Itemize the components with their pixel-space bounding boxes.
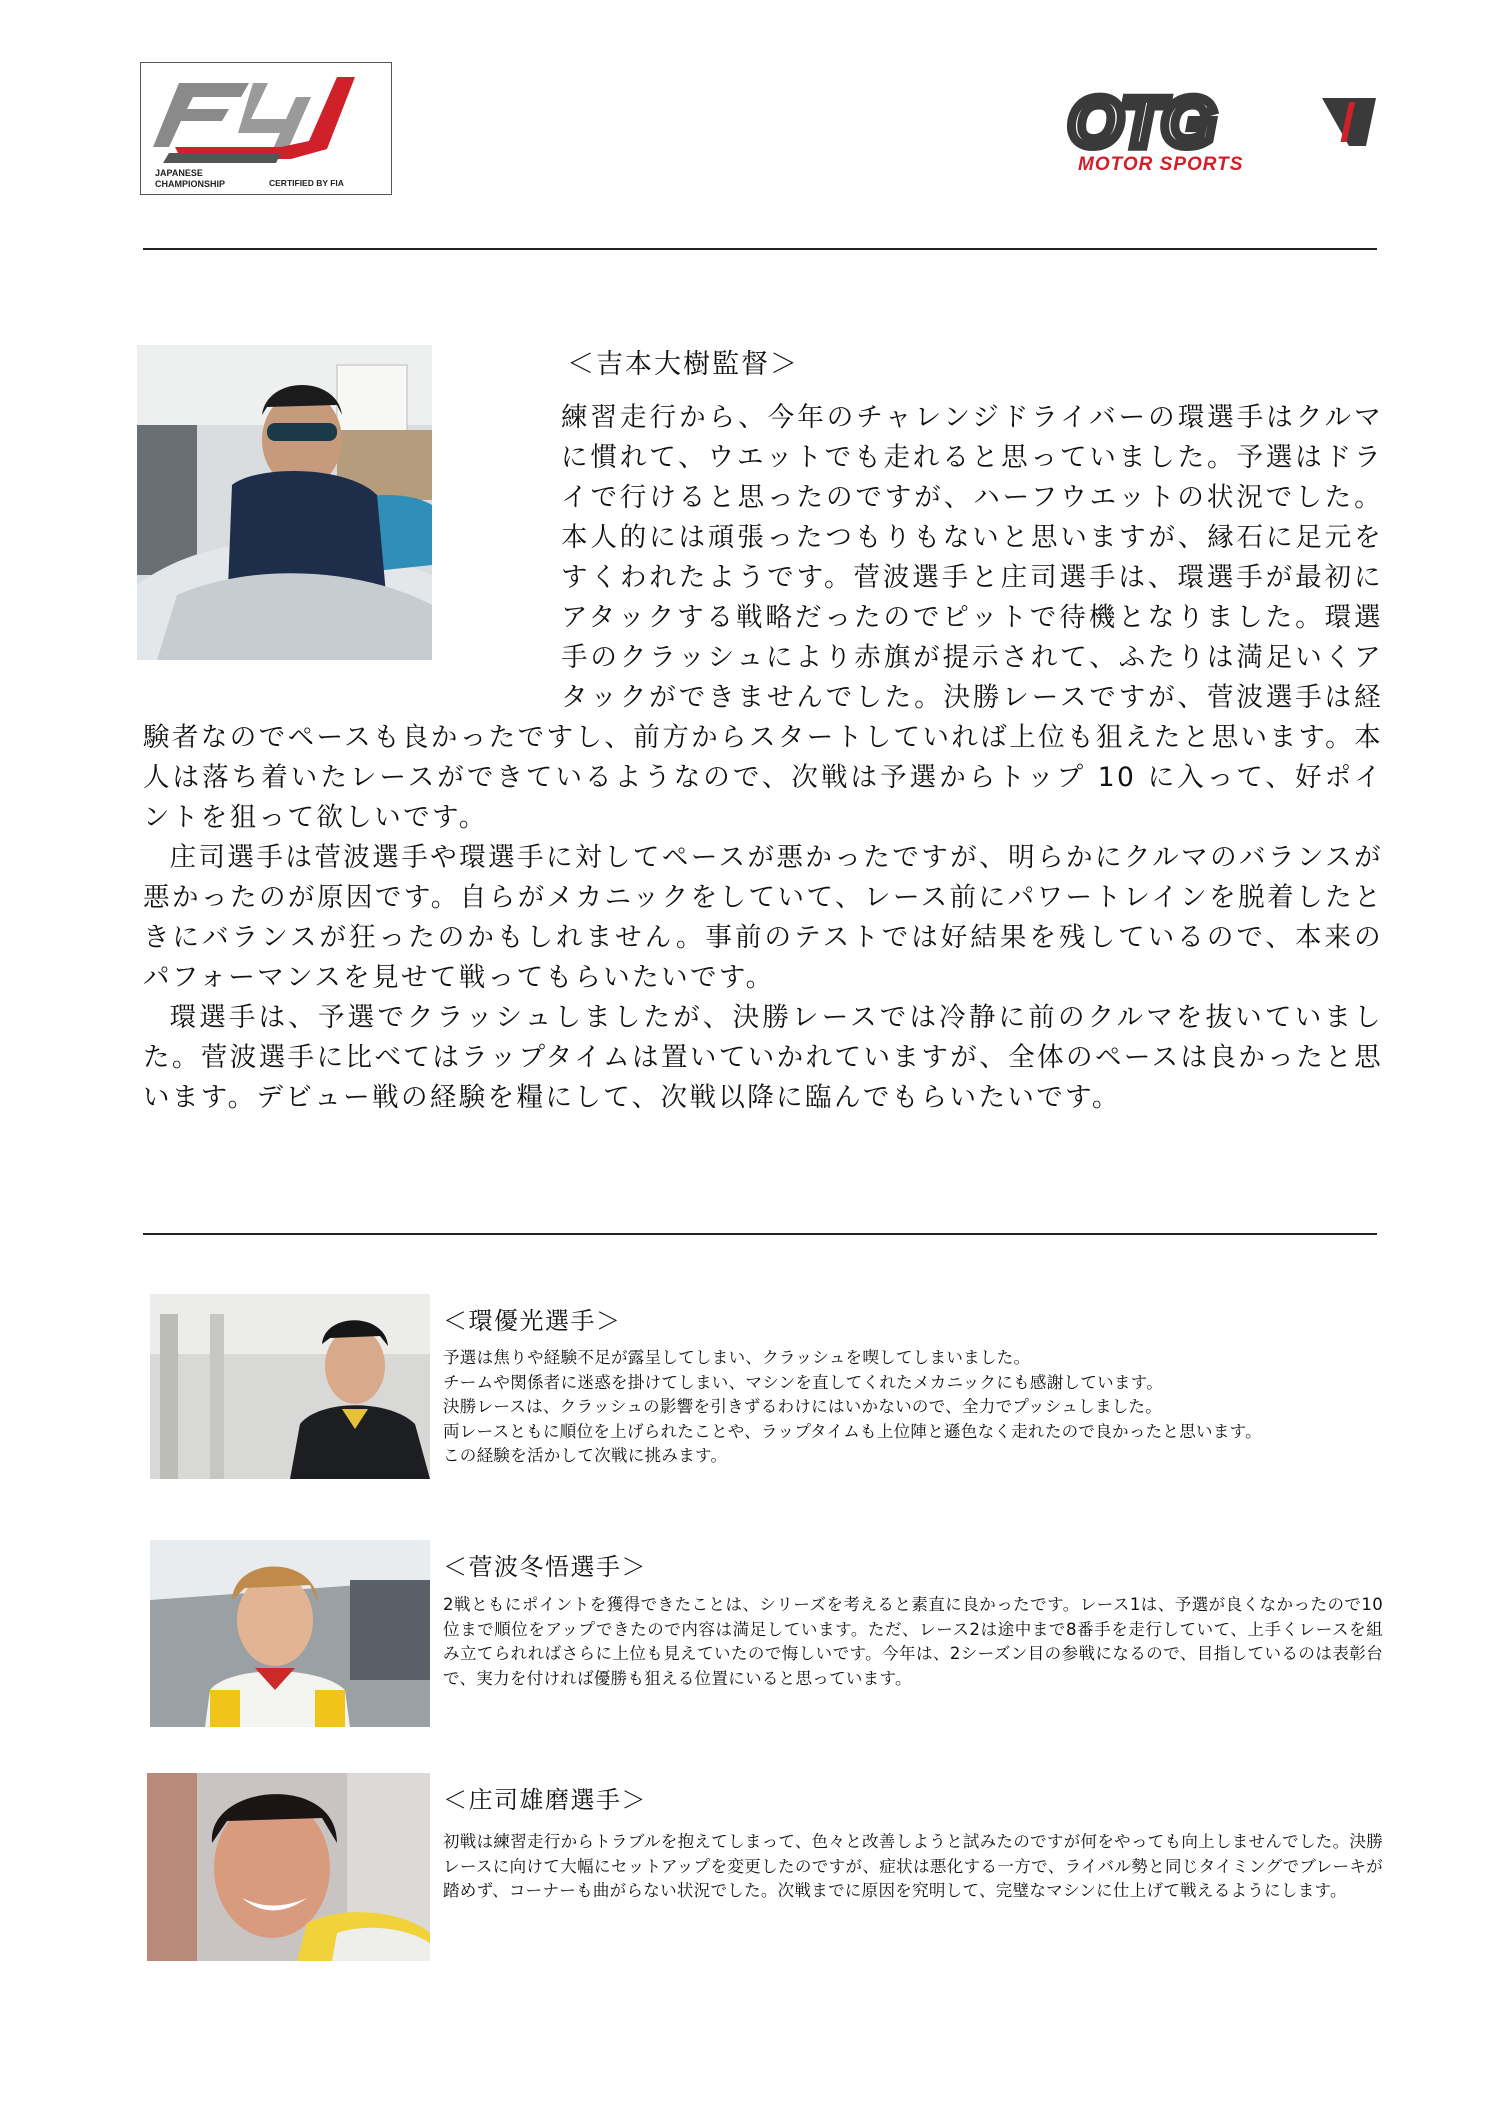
director-comment-paragraph: 練習走行から、今年のチャレンジドライバーの環選手はクルマに慣れて、ウエットでも走れると思っていました。予選はドライで行けると思ったのですが、ハーフウエットの状況でした。本人的には頑張ったつもりもないと思いますが、縁石に足元をすくわれたようです。菅波選手と庄司選手は、環選手が最初にアタックする戦略だったのでピットで待機となりました。環選手のクラッシュにより赤旗が提示されて、ふたりは満足いくアタックができませんでした。決勝レースですが、菅波選手は経験者なのでペースも良かったですし、前方からスタートしていれば上位も狙えたと思います。本人は落ち着いたレースができているようなので、次戦は予選からトップ 10 に入って、好ポイントを狙って欲しいです。 — [143, 402, 1383, 833]
driver-comment-line: 予選は焦りや経験不足が露呈してしまい、クラッシュを喫してしまいました。 — [443, 1348, 1031, 1367]
driver-comment-tamaki — [443, 1346, 1262, 1469]
logo-text-championship: CHAMPIONSHIP — [155, 179, 226, 189]
driver-photo-suganami — [150, 1540, 430, 1727]
otg-motorsports-logo — [1064, 88, 1380, 178]
driver-photo-tamaki — [150, 1294, 430, 1479]
logo-text-motorsports: MOTOR SPORTS — [1078, 154, 1244, 175]
logo-text-japanese: JAPANESE — [155, 168, 203, 178]
driver-name-suganami: ＜菅波冬悟選手＞ — [443, 1553, 647, 1581]
driver-name-tamaki: ＜環優光選手＞ — [443, 1307, 622, 1335]
driver-comment-line: この経験を活かして次戦に挑みます。 — [443, 1446, 728, 1465]
driver-comment-line: チームや関係者に迷惑を掛けてしまい、マシンを直してくれたメカニックにも感謝しています。 — [443, 1372, 1164, 1392]
director-comment — [143, 398, 1383, 1118]
driver-comment-line: 両レースともに順位を上げられたことや、ラップタイムも上位陣と遜色なく走れたので良かったと思います。 — [443, 1421, 1262, 1441]
f4-japanese-championship-logo — [140, 62, 392, 195]
driver-photo-shoji — [147, 1773, 430, 1961]
header-divider — [143, 248, 1377, 250]
logo-mark-otg: OTG — [1068, 88, 1214, 161]
driver-name-shoji: ＜庄司雄磨選手＞ — [443, 1786, 647, 1814]
driver-comment-shoji: 初戦は練習走行からトラブルを抱えてしまって、色々と改善しようと試みたのですが何をやっても向上しませんでした。決勝レースに向けて大幅にセットアップを変更したのですが、症状は悪化する一方で、ライバル勢と同じタイミングでブレーキが踏めず、コーナーも曲がらない状況でした。次戦までに原因を究明して、完璧なマシンに仕上げて戦えるようにします。 — [443, 1832, 1383, 1900]
driver-comment-line: 決勝レースは、クラッシュの影響を引きずるわけにはいかないので、全力でプッシュしました。 — [443, 1397, 1163, 1416]
logo-text-certified: CERTIFIED BY FIA — [269, 178, 344, 188]
driver-comment-suganami: 2戦ともにポイントを獲得できたことは、シリーズを考えると素直に良かったです。レース1は、予選が良くなかったので10位まで順位をアップできたので内容は満足しています。ただ、レース2は途中まで8番手を走行していて、上手くレースを組み立てられればさらに上位も見えていたので悔しいです。今年は、2シーズン目の参戦になるので、目指しているのは表彰台で、実力を付ければ優勝も狙える位置にいると思っています。 — [443, 1595, 1383, 1688]
director-comment-paragraph: 環選手は、予選でクラッシュしましたが、決勝レースでは冷静に前のクルマを抜いていました。菅波選手に比べてはラップタイムは置いていかれていますが、全体のペースは良かったと思います。デビュー戦の経験を糧にして、次戦以降に臨んでもらいたいです。 — [143, 1002, 1383, 1113]
section-divider — [143, 1233, 1377, 1235]
director-comment-paragraph: 庄司選手は菅波選手や環選手に対してペースが悪かったですが、明らかにクルマのバランスが悪かったのが原因です。自らがメカニックをしていて、レース前にパワートレインを脱着したときにバランスが狂ったのかもしれません。事前のテストでは好結果を残しているので、本来のパフォーマンスを見せて戦ってもらいたいです。 — [143, 842, 1383, 993]
director-name: ＜吉本大樹監督＞ — [567, 349, 799, 380]
